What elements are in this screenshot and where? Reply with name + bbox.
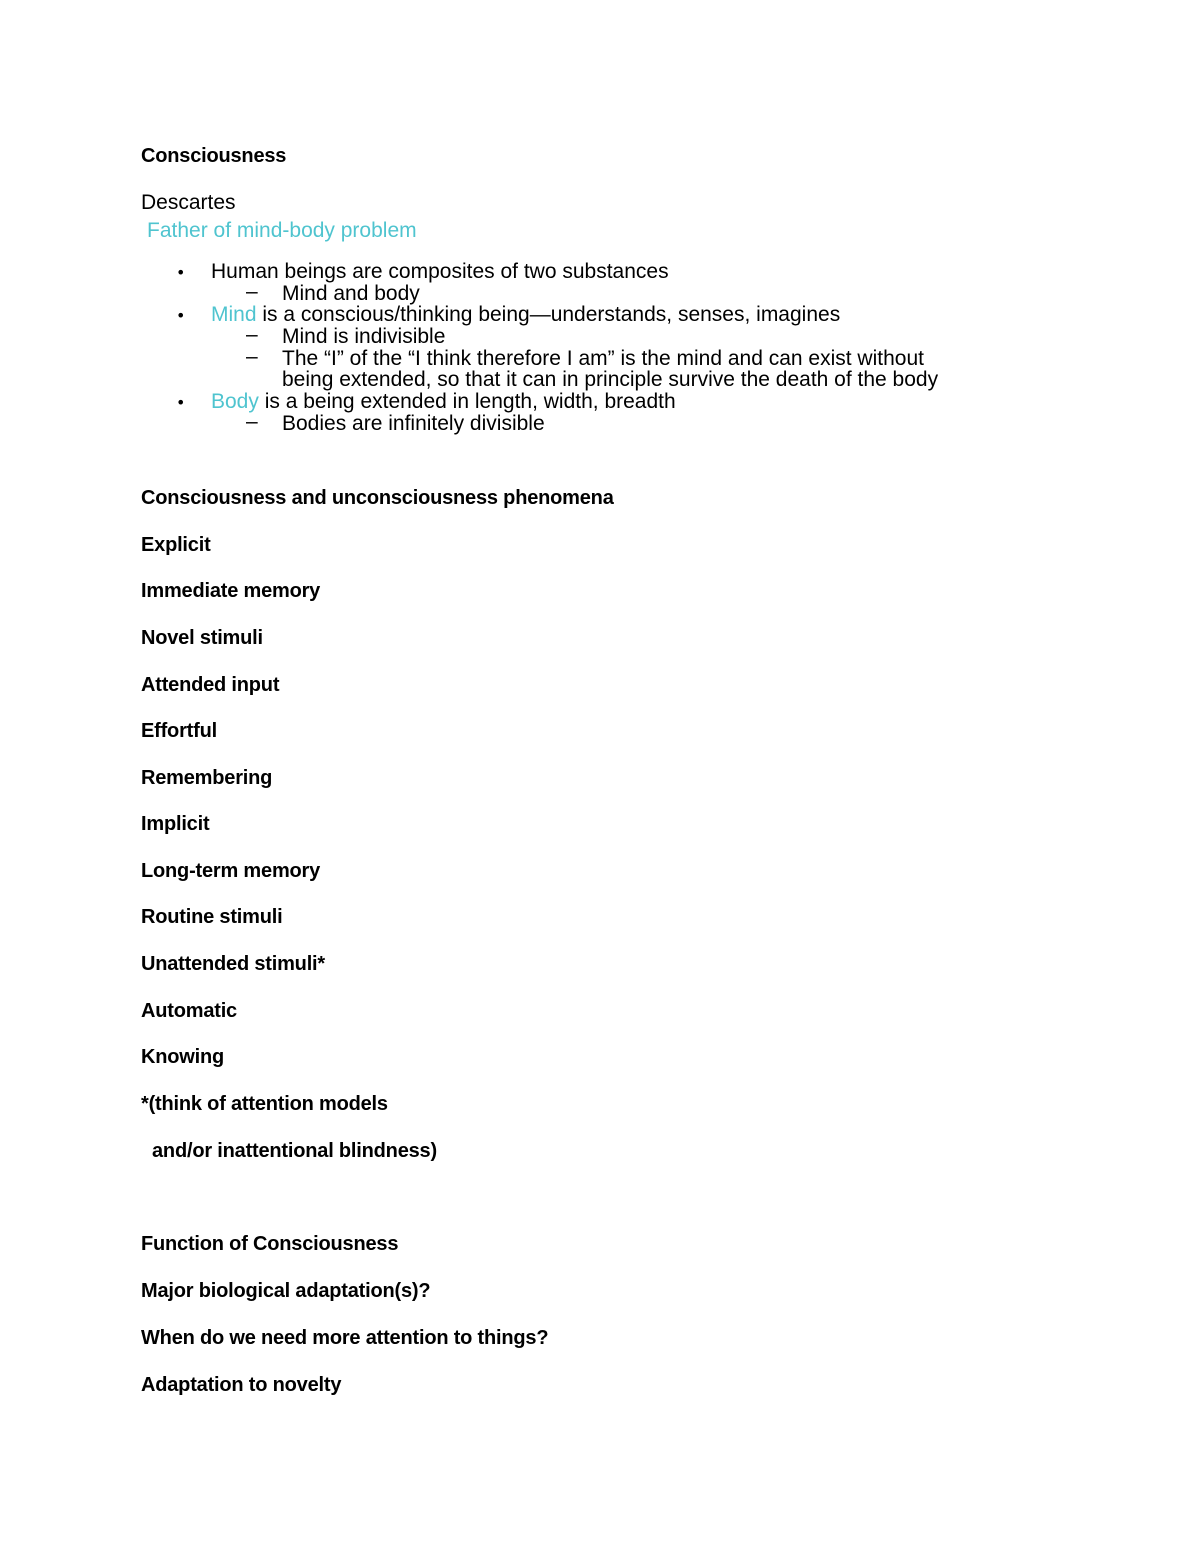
bullet-1-sub-1: Mind and body: [282, 282, 420, 305]
explicit-item: Novel stimuli: [141, 627, 263, 649]
explicit-item: Attended input: [141, 674, 280, 696]
implicit-item: Knowing: [141, 1046, 225, 1068]
implicit-item: Routine stimuli: [141, 906, 283, 928]
body-definition: is a being extended in length, width, breadth: [258, 390, 676, 413]
phenomena-heading: Consciousness and unconsciousness phenomena: [141, 487, 614, 509]
implicit-item: Automatic: [141, 1000, 237, 1022]
explicit-item: Remembering: [141, 767, 273, 789]
function-line: Adaptation to novelty: [141, 1374, 342, 1396]
dash-marker: –: [246, 323, 258, 346]
bullet-marker: •: [176, 306, 186, 325]
bullet-marker: •: [176, 393, 186, 412]
dash-marker: –: [246, 410, 258, 433]
bullet-2-text: [211, 304, 840, 326]
footnote-line-1: *(think of attention models: [141, 1093, 388, 1115]
bullet-3-text: [211, 391, 676, 413]
mind-term: Mind: [211, 303, 257, 326]
function-line: Major biological adaptation(s)?: [141, 1280, 431, 1302]
bullet-2-sub-2: The “I” of the “I think therefore I am” is the mind and can exist without: [282, 347, 924, 370]
implicit-item: Long-term memory: [141, 860, 321, 882]
bullet-2-sub-1: Mind is indivisible: [282, 325, 446, 348]
document-title: Consciousness: [141, 145, 287, 167]
mind-definition: is a conscious/thinking being—understands, senses, imagines: [256, 303, 841, 326]
bullet-marker: •: [176, 263, 186, 282]
footnote-line-2: and/or inattentional blindness): [152, 1140, 437, 1162]
implicit-item: Unattended stimuli*: [141, 953, 325, 975]
bullet-2-sub-2-continued: being extended, so that it can in principle survive the death of the body: [282, 368, 939, 391]
body-term: Body: [211, 390, 259, 413]
explicit-label: Explicit: [141, 534, 211, 556]
descartes-subtitle: Father of mind-body problem: [147, 219, 417, 242]
dash-marker: –: [246, 280, 258, 303]
function-heading: Function of Consciousness: [141, 1233, 399, 1255]
implicit-label: Implicit: [141, 813, 210, 835]
dash-marker: –: [246, 345, 258, 368]
bullet-1-text: Human beings are composites of two substances: [211, 260, 669, 283]
function-line: When do we need more attention to things?: [141, 1327, 549, 1349]
explicit-item: Immediate memory: [141, 580, 321, 602]
explicit-item: Effortful: [141, 720, 217, 742]
descartes-heading: Descartes: [141, 191, 236, 214]
bullet-3-sub-1: Bodies are infinitely divisible: [282, 412, 545, 435]
